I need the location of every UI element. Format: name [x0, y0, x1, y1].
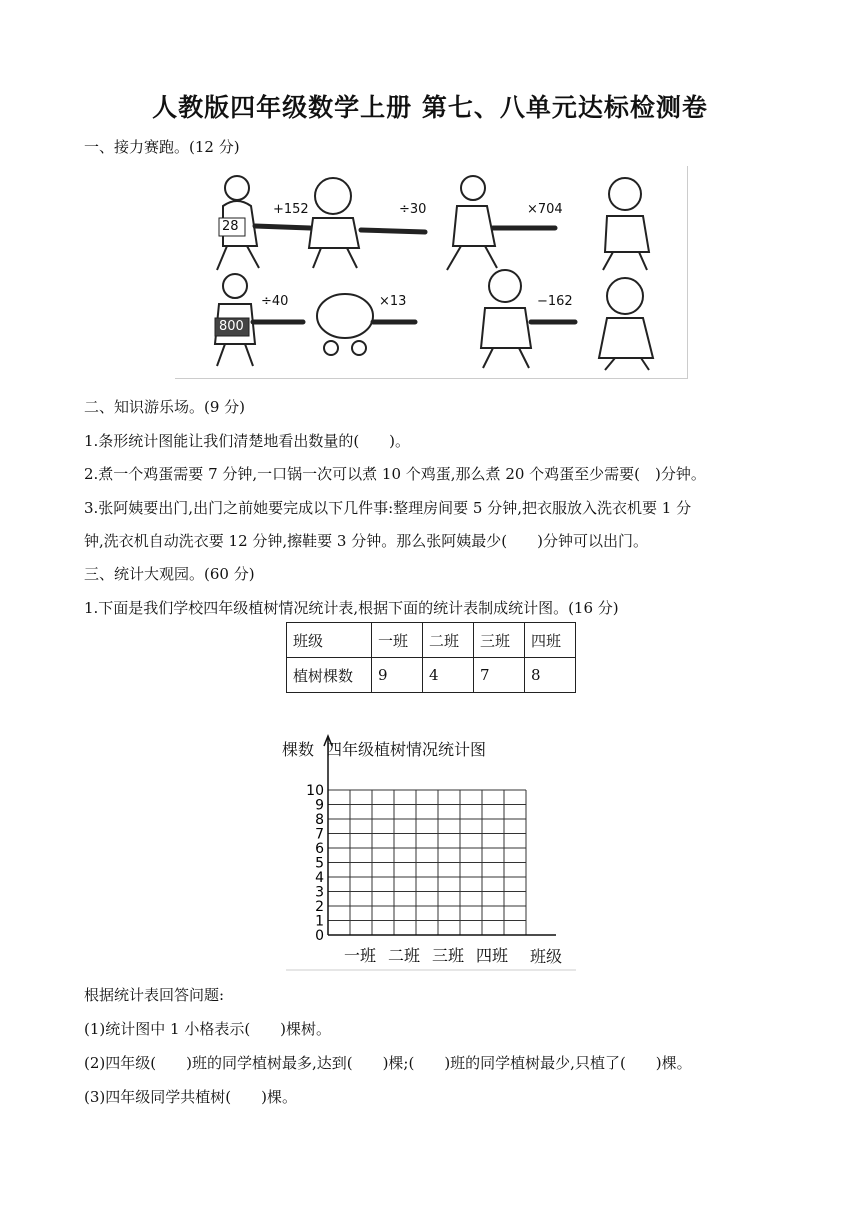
chart-y-axis-label: 棵数: [282, 740, 315, 759]
relay-start-number-2: 800: [219, 319, 244, 334]
table-cell: 二班: [423, 623, 474, 658]
relay-op-5: ×13: [379, 294, 407, 309]
x-tick-label: 二班: [387, 946, 421, 965]
y-tick-label: 2: [315, 899, 324, 915]
table-cell: 7: [474, 658, 525, 693]
table-header-row: [287, 623, 576, 658]
question-2-2: 2.煮一个鸡蛋需要 7 分钟,一口锅一次可以煮 10 个鸡蛋,那么煮 20 个鸡蛋至少需要( )分钟。: [84, 465, 706, 483]
relay-start-number-1: 28: [222, 219, 239, 234]
answer-intro: 根据统计表回答问题:: [84, 986, 225, 1004]
y-tick-label: 0: [315, 928, 324, 944]
answer-question-2: (2)四年级( )班的同学植树最多,达到( )棵;( )班的同学植树最少,只植了( )棵。: [84, 1054, 692, 1072]
y-tick-label: 4: [315, 870, 324, 886]
page-title: 人教版四年级数学上册 第七、八单元达标检测卷: [152, 93, 708, 122]
question-2-1: 1.条形统计图能让我们清楚地看出数量的( )。: [84, 432, 411, 450]
x-tick-label: 三班: [431, 946, 465, 965]
relay-op-1: +152: [273, 202, 309, 217]
question-3-1: 1.下面是我们学校四年级植树情况统计表,根据下面的统计表制成统计图。(16 分): [84, 599, 619, 617]
question-2-3-line2: 钟,洗衣机自动洗衣要 12 分钟,擦鞋要 3 分钟。那么张阿姨最少( )分钟可以出门。: [84, 532, 648, 550]
y-tick-label: 3: [315, 884, 324, 901]
x-tick-label: 四班: [475, 946, 509, 965]
table-cell: 四班: [525, 623, 576, 658]
table-cell: 一班: [372, 623, 423, 658]
section1-heading: 一、接力赛跑。(12 分): [84, 138, 240, 156]
tree-planting-table: [286, 622, 576, 693]
answer-question-3: (3)四年级同学共植树( )棵。: [84, 1088, 297, 1106]
table-row: [287, 658, 576, 693]
table-cell: 班级: [287, 623, 372, 658]
y-tick-label: 10: [306, 783, 324, 799]
table-cell: 9: [372, 658, 423, 693]
y-tick-label: 6: [315, 841, 324, 857]
y-tick-label: 1: [315, 913, 324, 930]
section2-heading: 二、知识游乐场。(9 分): [84, 398, 246, 416]
relay-op-4: ÷40: [261, 294, 289, 309]
section3-heading: 三、统计大观园。(60 分): [84, 565, 255, 583]
table-cell: 三班: [474, 623, 525, 658]
relay-op-6: −162: [537, 294, 573, 309]
relay-op-2: ÷30: [399, 202, 427, 217]
relay-race-cartoon: [175, 166, 687, 378]
relay-op-3: ×704: [527, 202, 563, 217]
question-2-3-line1: 3.张阿姨要出门,出门之前她要完成以下几件事:整理房间要 5 分钟,把衣服放入洗衣机要 1 分: [84, 499, 692, 517]
table-cell: 植树棵数: [287, 658, 372, 693]
table-cell: 4: [423, 658, 474, 693]
x-tick-label: 一班: [343, 946, 377, 965]
chart-x-axis-label: 班级: [530, 947, 563, 966]
y-tick-label: 9: [315, 797, 324, 814]
chart-title: 四年级植树情况统计图: [326, 740, 487, 759]
answer-question-1: (1)统计图中 1 小格表示( )棵树。: [84, 1020, 332, 1038]
y-tick-label: 8: [315, 812, 324, 828]
table-cell: 8: [525, 658, 576, 693]
y-tick-label: 7: [315, 826, 324, 843]
bar-chart-grid: [286, 730, 576, 975]
y-tick-label: 5: [315, 855, 324, 872]
relay-race-illustration: [175, 166, 688, 379]
